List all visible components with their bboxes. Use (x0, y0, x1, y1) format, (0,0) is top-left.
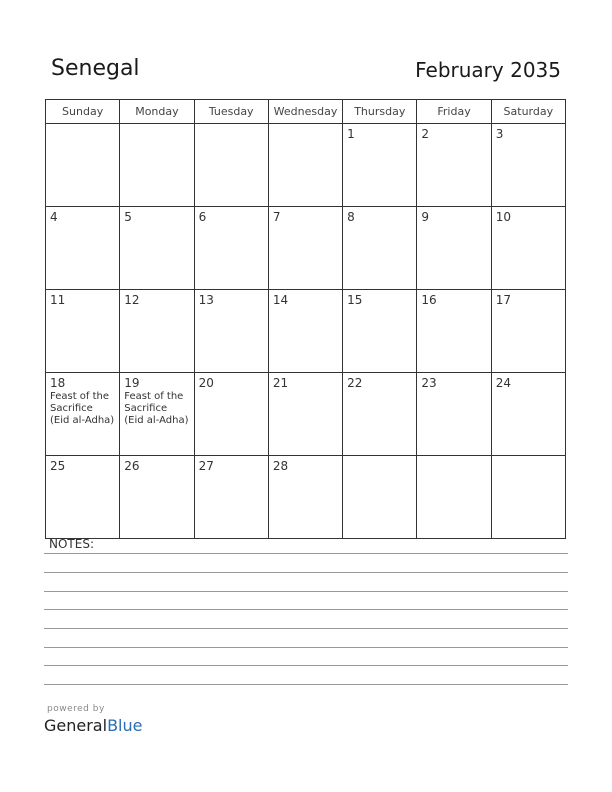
day-number: 28 (272, 459, 289, 473)
calendar-grid (45, 99, 566, 539)
day-cell (194, 207, 268, 290)
weekday-thursday: Thursday (343, 100, 417, 124)
day-cell (491, 456, 565, 539)
day-number: 25 (50, 459, 66, 473)
day-number: 7 (272, 210, 281, 224)
day-cell (491, 290, 565, 373)
day-cell (46, 456, 120, 539)
generalblue-logo (44, 716, 142, 735)
day-number: 4 (50, 210, 58, 224)
day-cell (46, 373, 120, 456)
day-number: 13 (198, 293, 214, 307)
day-number: 3 (495, 127, 504, 141)
day-number: 11 (50, 293, 66, 307)
day-number: 16 (421, 293, 437, 307)
day-number: 2 (421, 127, 430, 141)
weekday-wednesday: Wednesday (268, 100, 342, 124)
day-cell (120, 124, 194, 207)
day-cell (194, 290, 268, 373)
notes-line (44, 609, 568, 610)
day-number: 12 (124, 293, 140, 307)
brand-general: General (44, 716, 108, 735)
weekday-tuesday: Tuesday (194, 100, 268, 124)
day-number: 14 (272, 293, 289, 307)
day-number: 15 (347, 293, 363, 307)
notes-line (44, 628, 568, 629)
notes-line (44, 553, 568, 554)
weekday-saturday: Saturday (491, 100, 565, 124)
day-number: 27 (198, 459, 214, 473)
brand-blue: Blue (107, 716, 143, 735)
day-number: 22 (347, 376, 363, 390)
weekday-friday: Friday (417, 100, 491, 124)
day-cell (343, 207, 417, 290)
country-title: Senegal (51, 56, 140, 81)
day-number: 26 (124, 459, 140, 473)
day-cell (268, 456, 342, 539)
notes-line (44, 647, 568, 648)
day-cell (46, 207, 120, 290)
day-cell (417, 456, 491, 539)
day-cell (491, 124, 565, 207)
day-cell (46, 290, 120, 373)
day-cell (268, 290, 342, 373)
day-cell (194, 373, 268, 456)
day-number: 6 (198, 210, 207, 224)
weekday-header-row (46, 100, 566, 124)
day-cell (417, 290, 491, 373)
day-cell (491, 207, 565, 290)
day-cell (417, 373, 491, 456)
day-cell (268, 124, 342, 207)
day-number: 10 (495, 210, 511, 224)
day-number: 9 (421, 210, 430, 224)
week-row (46, 373, 566, 456)
day-number: 17 (495, 293, 511, 307)
notes-line (44, 572, 568, 573)
day-number: 20 (198, 376, 214, 390)
day-cell (417, 207, 491, 290)
holiday-label: Feast of the Sacrifice (Eid al-Adha) (124, 391, 189, 426)
week-row (46, 207, 566, 290)
day-cell (120, 207, 194, 290)
day-cell (491, 373, 565, 456)
holiday-label: Feast of the Sacrifice (Eid al-Adha) (50, 391, 115, 426)
day-cell (194, 124, 268, 207)
day-cell (120, 373, 194, 456)
day-number: 21 (272, 376, 289, 390)
day-cell (120, 290, 194, 373)
day-number: 24 (495, 376, 511, 390)
day-cell (343, 373, 417, 456)
day-cell (343, 124, 417, 207)
day-cell (343, 290, 417, 373)
day-number: 19 (124, 376, 140, 390)
day-cell (268, 373, 342, 456)
notes-line (44, 684, 568, 685)
notes-label: NOTES: (49, 537, 94, 551)
day-number: 1 (347, 127, 355, 141)
day-number: 8 (347, 210, 355, 224)
day-cell (194, 456, 268, 539)
weekday-sunday: Sunday (46, 100, 120, 124)
weekday-monday: Monday (120, 100, 194, 124)
notes-line (44, 591, 568, 592)
day-cell (417, 124, 491, 207)
week-row (46, 124, 566, 207)
day-number: 23 (421, 376, 437, 390)
day-cell (268, 207, 342, 290)
week-row (46, 290, 566, 373)
month-title: February 2035 (415, 58, 561, 82)
powered-by-text: powered by (47, 704, 105, 714)
day-number: 18 (50, 376, 66, 390)
week-row (46, 456, 566, 539)
day-number: 5 (124, 210, 132, 224)
day-cell (120, 456, 194, 539)
day-cell (343, 456, 417, 539)
day-cell (46, 124, 120, 207)
notes-line (44, 665, 568, 666)
